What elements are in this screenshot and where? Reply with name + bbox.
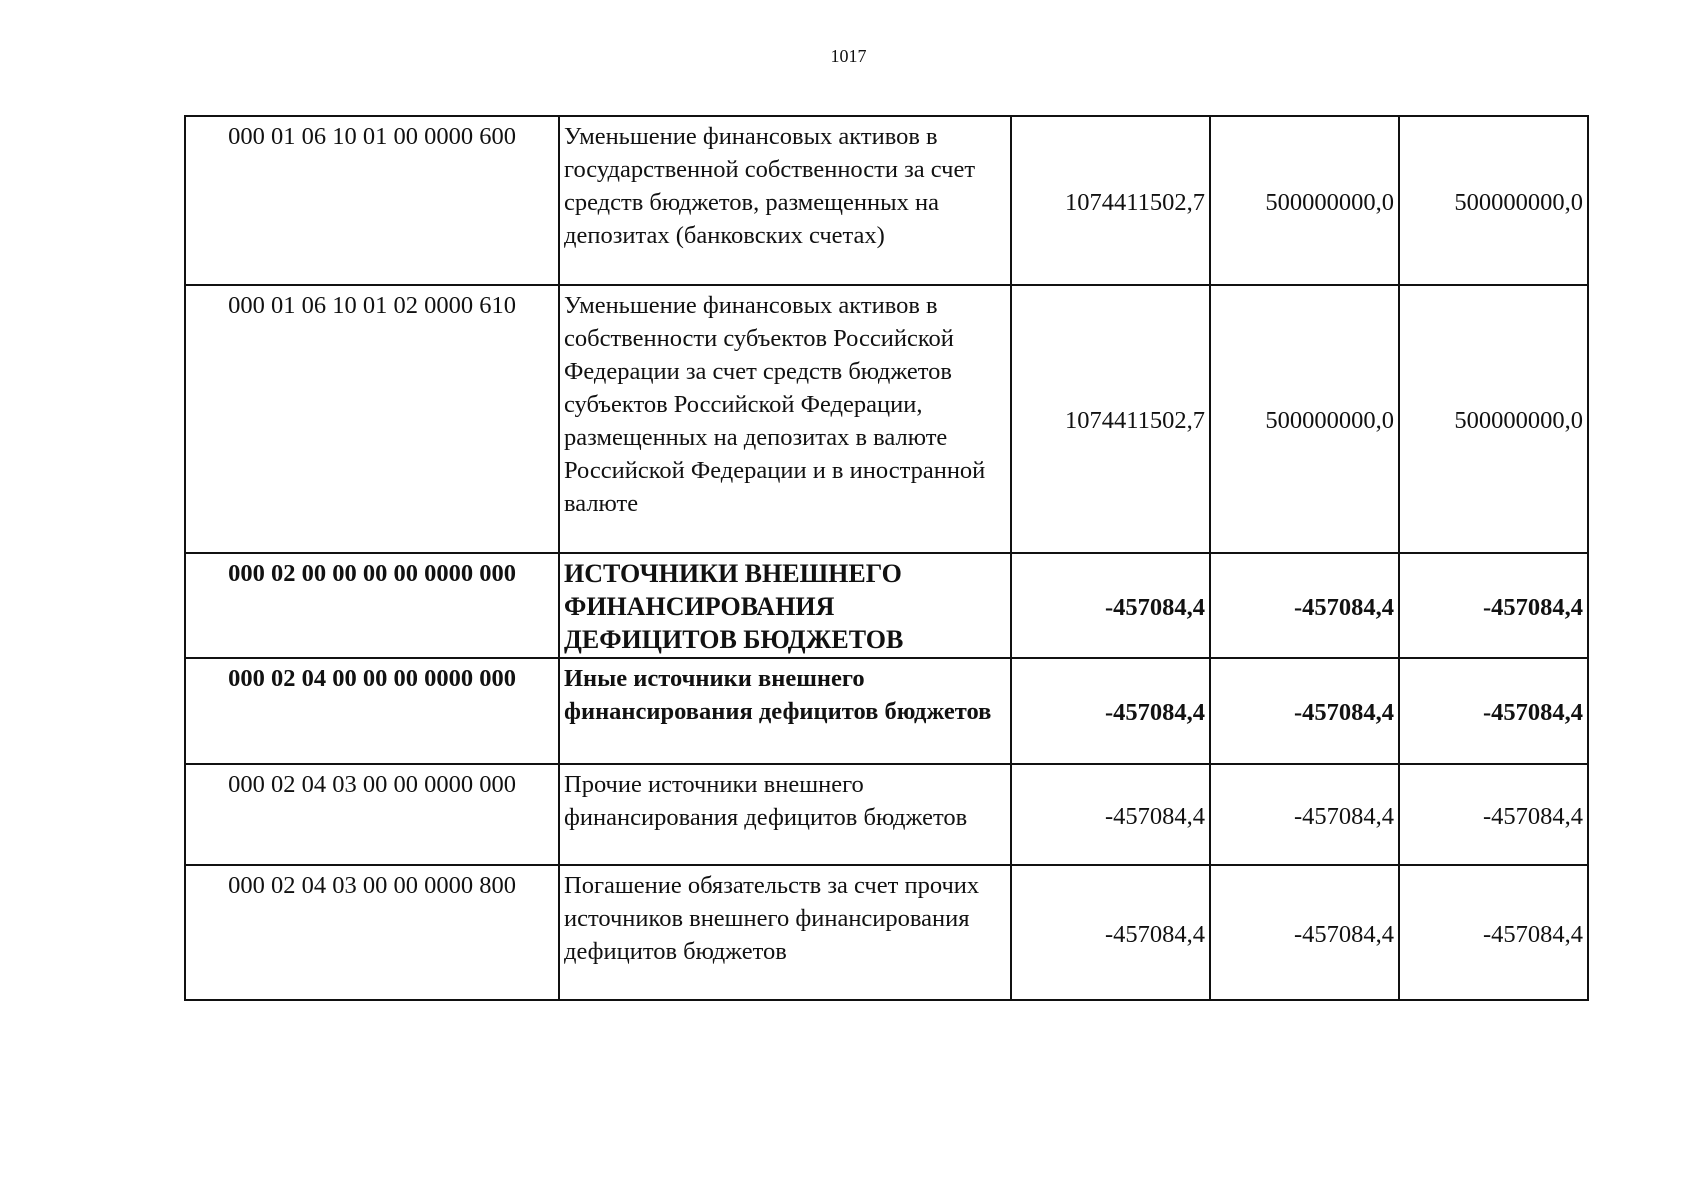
row-description: Иные источники внешнего финансирования дефицитов бюджетов (559, 658, 1011, 764)
value-year-3: -457084,4 (1399, 865, 1588, 1000)
table-row (185, 658, 1588, 764)
value-year-1: -457084,4 (1011, 764, 1210, 865)
value-year-1: -457084,4 (1011, 658, 1210, 764)
row-description: Уменьшение финансовых активов в собственности субъектов Российской Федерации за счет средств бюджетов субъектов Российской Федерации, размещенных на депозитах в валюте Российской Федерации и в иностранной валюте (559, 285, 1011, 553)
value-year-3: 500000000,0 (1399, 116, 1588, 285)
value-year-1: -457084,4 (1011, 865, 1210, 1000)
budget-sources-table (184, 115, 1589, 1001)
value-year-2: 500000000,0 (1210, 116, 1399, 285)
value-year-2: 500000000,0 (1210, 285, 1399, 553)
table-row (185, 116, 1588, 285)
budget-code: 000 02 04 00 00 00 0000 000 (185, 658, 559, 764)
value-year-2: -457084,4 (1210, 553, 1399, 658)
row-description: Прочие источники внешнего финансирования дефицитов бюджетов (559, 764, 1011, 865)
table-row (185, 865, 1588, 1000)
value-year-3: -457084,4 (1399, 553, 1588, 658)
value-year-2: -457084,4 (1210, 865, 1399, 1000)
table-row (185, 764, 1588, 865)
row-description: Погашение обязательств за счет прочих источников внешнего финансирования дефицитов бюджетов (559, 865, 1011, 1000)
value-year-2: -457084,4 (1210, 764, 1399, 865)
page-number: 1017 (830, 46, 867, 66)
budget-code: 000 01 06 10 01 02 0000 610 (185, 285, 559, 553)
value-year-2: -457084,4 (1210, 658, 1399, 764)
value-year-1: -457084,4 (1011, 553, 1210, 658)
value-year-1: 1074411502,7 (1011, 116, 1210, 285)
budget-code: 000 01 06 10 01 00 0000 600 (185, 116, 559, 285)
budget-code: 000 02 04 03 00 00 0000 800 (185, 865, 559, 1000)
table-row (185, 553, 1588, 658)
value-year-3: 500000000,0 (1399, 285, 1588, 553)
value-year-3: -457084,4 (1399, 658, 1588, 764)
budget-code: 000 02 04 03 00 00 0000 000 (185, 764, 559, 865)
row-description: ИСТОЧНИКИ ВНЕШНЕГО ФИНАНСИРОВАНИЯ ДЕФИЦИТОВ БЮДЖЕТОВ (559, 553, 1011, 658)
value-year-1: 1074411502,7 (1011, 285, 1210, 553)
value-year-3: -457084,4 (1399, 764, 1588, 865)
row-description: Уменьшение финансовых активов в государственной собственности за счет средств бюджетов, размещенных на депозитах (банковских счетах) (559, 116, 1011, 285)
table-row (185, 285, 1588, 553)
budget-code: 000 02 00 00 00 00 0000 000 (185, 553, 559, 658)
